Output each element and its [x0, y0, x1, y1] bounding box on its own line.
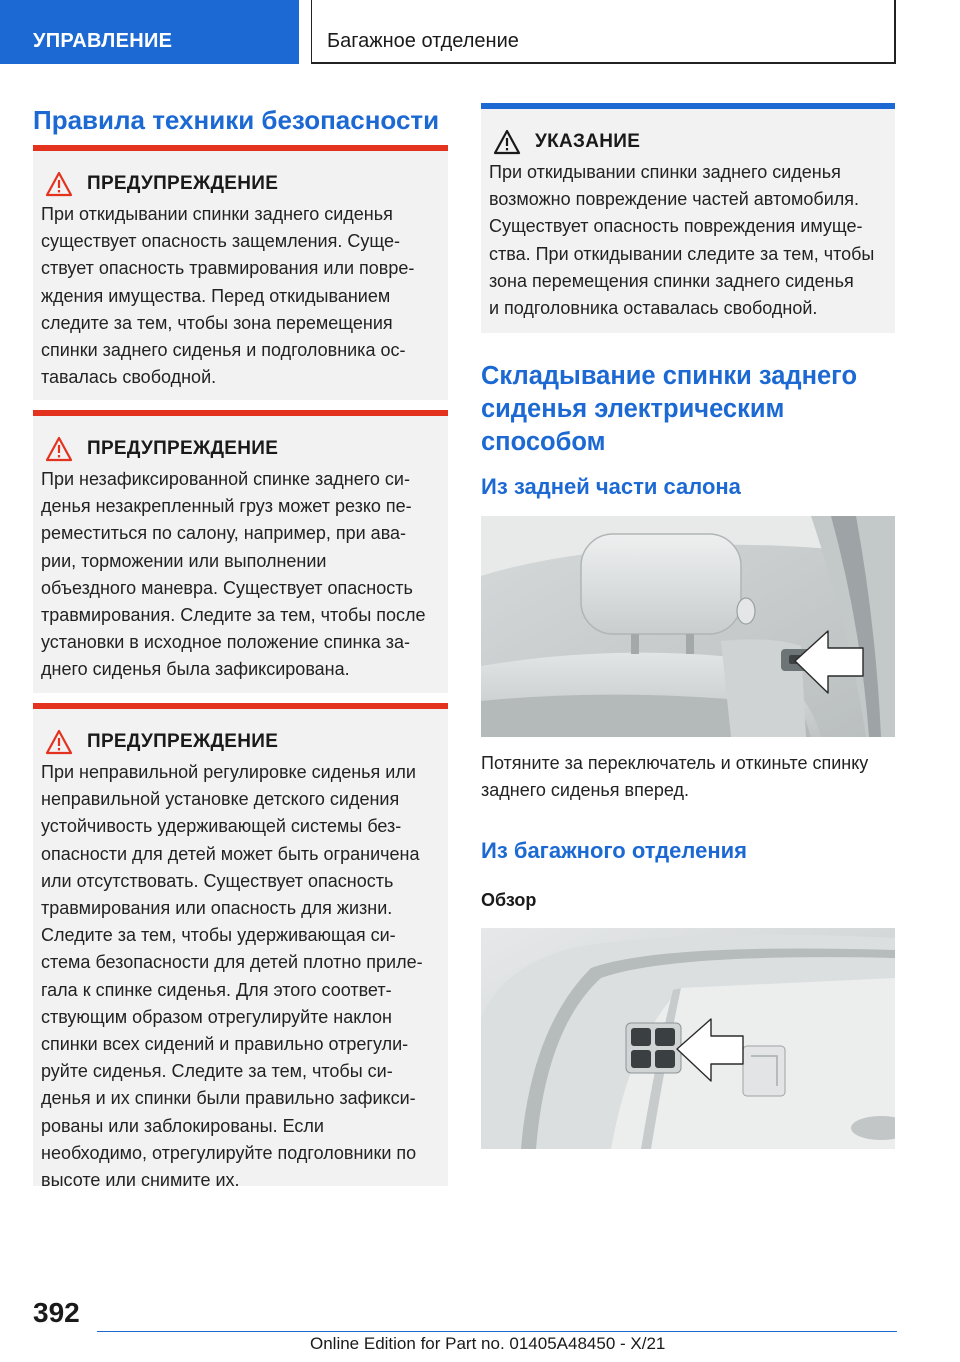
text-line: ждения имущества. Перед откидыванием: [41, 285, 391, 306]
rear-seat-photo: [481, 516, 895, 737]
chapter-header: [311, 0, 896, 64]
warning-box-2: [33, 410, 448, 693]
text-line: зона перемещения спинки заднего сиденья: [489, 270, 854, 291]
text-line: возможно повреждение частей автомобиля.: [489, 189, 860, 210]
text-line: денья незакрепленный груз может резко пе-: [41, 496, 412, 517]
text-line: объездного маневра. Существует опасность: [41, 577, 413, 598]
text-line: высоте или снимите их.: [41, 1170, 240, 1191]
note-box: [481, 103, 895, 333]
footer-edition: Online Edition for Part no. 01405A48450 - X/21: [310, 1334, 666, 1353]
text-line: При незафиксированной спинке заднего си-: [41, 469, 410, 489]
text-line: денья и их спинки были правильно зафикси-: [41, 1088, 416, 1109]
text-line: ствует опасность травмирования или повре-: [41, 258, 415, 279]
text-line: ствующим образом отрегулируйте наклон: [41, 1006, 392, 1027]
text-line: спинки заднего сиденья и подголовника ос-: [41, 340, 406, 361]
text-line: Существует опасность повреждения имуще-: [489, 216, 863, 237]
page-number: 392: [33, 1297, 80, 1328]
text-line: днего сиденья была зафиксирована.: [41, 659, 350, 680]
section-title: [481, 360, 901, 459]
text-line: Потяните за переключатель и откиньте спинку: [481, 753, 869, 773]
warning-triangle-icon: [493, 129, 521, 155]
section-tab: [0, 0, 299, 64]
warning-title: ПРЕДУПРЕЖДЕНИЕ: [87, 438, 279, 459]
text-line: травмирования. Следите за тем, чтобы после: [41, 605, 426, 626]
text-line: рованы или заблокированы. Если: [41, 1115, 324, 1136]
text-line: заднего сиденья вперед.: [481, 780, 689, 800]
footer-divider: [97, 1331, 897, 1332]
text-line: следите за тем, чтобы зона перемещения: [41, 312, 393, 333]
warning-text: [41, 201, 434, 391]
subsection-title-rear-cabin: Из задней части салона: [481, 474, 741, 499]
warning-text: [41, 759, 434, 1194]
warning-title: ПРЕДУПРЕЖДЕНИЕ: [87, 173, 279, 194]
text-line: стема безопасности для детей плотно приле-: [41, 952, 423, 973]
note-text: [489, 159, 881, 322]
chapter-label: Багажное отделение: [327, 30, 519, 52]
text-line: необходимо, отрегулируйте подголовники по: [41, 1142, 417, 1163]
text-line: существует опасность защемления. Суще-: [41, 231, 400, 252]
text-line: реместиться по салону, например, при ава-: [41, 523, 407, 544]
text-line: Следите за тем, чтобы удерживающая си-: [41, 925, 396, 946]
text-line: При откидывании спинки заднего сиденья: [489, 162, 841, 182]
warning-box-1: [33, 145, 448, 400]
photo1-caption: [481, 750, 901, 804]
title-line: сиденья электрическим: [481, 395, 785, 423]
warning-box-3: [33, 703, 448, 1191]
text-line: При неправильной регулировке сиденья или: [41, 762, 416, 782]
text-line: руйте сиденья. Следите за тем, чтобы си-: [41, 1061, 393, 1082]
text-line: или отсутствовать. Существует опасность: [41, 870, 394, 891]
text-line: устойчивость удерживающей системы без-: [41, 816, 402, 837]
text-line: неправильной установке детского сидения: [41, 789, 400, 810]
warning-triangle-icon: [45, 729, 73, 755]
title-line: способом: [481, 428, 606, 456]
title-line: Складывание спинки заднего: [481, 362, 858, 390]
section-label: УПРАВЛЕНИЕ: [33, 30, 173, 52]
warning-title: ПРЕДУПРЕЖДЕНИЕ: [87, 731, 279, 752]
text-line: тавалась свободной.: [41, 367, 217, 388]
text-line: установки в исходное положение спинка за-: [41, 632, 411, 653]
text-line: гала к спинке сиденья. Для этого соответ-: [41, 979, 392, 1000]
note-title: УКАЗАНИЕ: [535, 131, 641, 152]
trunk-photo: [481, 928, 895, 1149]
text-line: рии, торможении или выполнении: [41, 550, 327, 571]
warning-triangle-icon: [45, 436, 73, 462]
warning-text: [41, 466, 434, 684]
overview-label: Обзор: [481, 890, 537, 910]
text-line: травмирования или опасность для жизни.: [41, 898, 393, 919]
text-line: опасности для детей может быть ограничена: [41, 843, 420, 864]
subsection-title-trunk: Из багажного отделения: [481, 838, 747, 863]
text-line: ства. При откидывании следите за тем, чтобы: [489, 243, 875, 264]
text-line: При откидывании спинки заднего сиденья: [41, 204, 393, 224]
safety-title: Правила техники безопасности: [33, 105, 440, 135]
warning-triangle-icon: [45, 171, 73, 197]
text-line: спинки всех сидений и правильно отрегули-: [41, 1034, 409, 1055]
text-line: и подголовника оставалась свободной.: [489, 298, 818, 319]
